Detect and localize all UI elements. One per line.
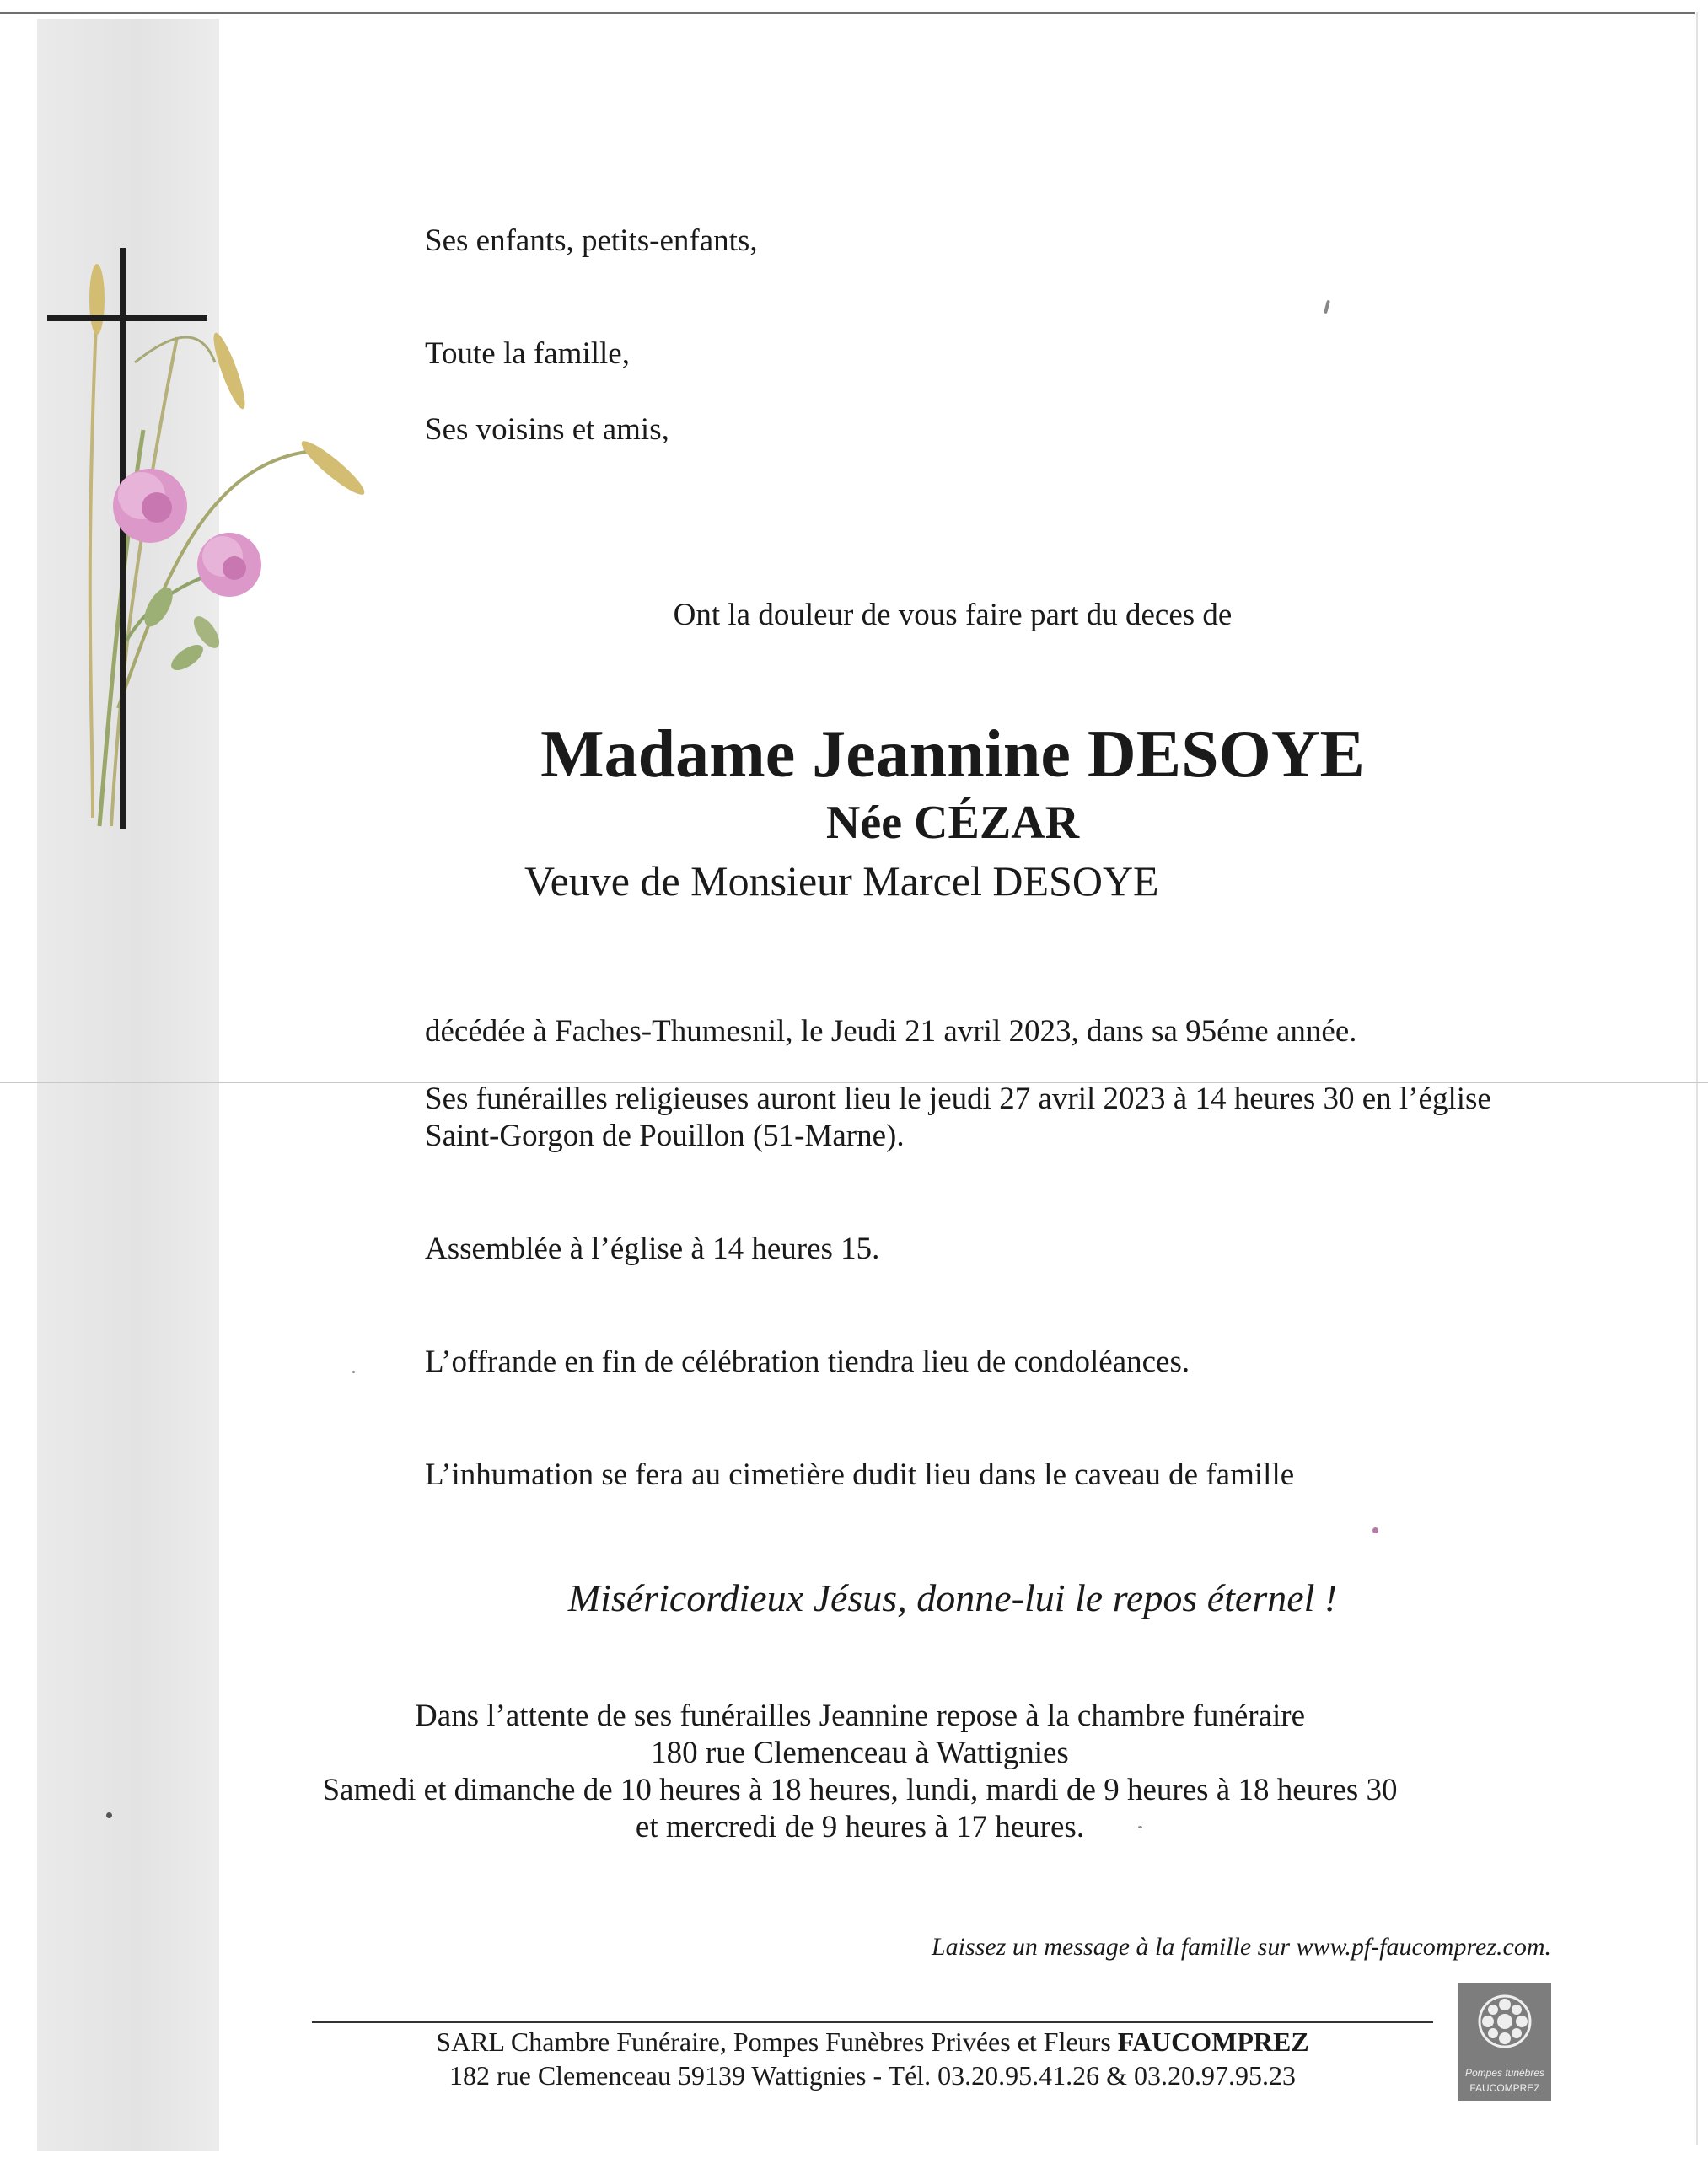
- website-message: Laissez un message à la famille sur www.pf-faucomprez.com.: [932, 1933, 1551, 1961]
- scan-speck: [1324, 300, 1330, 314]
- company-name: [337, 2025, 1408, 2059]
- scan-speck: [1138, 1826, 1142, 1828]
- intro-children: Ses enfants, petits-enfants,: [425, 223, 758, 258]
- intro-family: Toute la famille,: [425, 336, 630, 371]
- death-details: décédée à Faches-Thumesnil, le Jeudi 21 avril 2023, dans sa 95éme année.: [425, 1014, 1357, 1049]
- scan-speck: [106, 1812, 112, 1818]
- offering-note: L’offrande en fin de célébration tiendra lieu de condoléances.: [425, 1345, 1190, 1379]
- flower-emblem-icon: [1458, 1983, 1551, 2059]
- logo-tagline: Pompes funèbres: [1464, 2067, 1545, 2079]
- assembly-time: Assemblée à l’église à 14 heures 15.: [425, 1232, 880, 1266]
- visiting-hours-line1: Samedi et dimanche de 10 heures à 18 heures, lundi, mardi de 9 heures à 18 heures 30: [322, 1773, 1398, 1807]
- company-address: 182 rue Clemenceau 59139 Wattignies - Tél. 03.20.95.41.26 & 03.20.97.95.23: [448, 2060, 1297, 2091]
- funeral-details-line1: Ses funérailles religieuses auront lieu le jeudi 27 avril 2023 à 14 heures 30 en l’église: [425, 1082, 1491, 1116]
- intro-neighbours: Ses voisins et amis,: [425, 412, 669, 447]
- logo-brand: FAUCOMPREZ: [1469, 2082, 1540, 2094]
- deceased-name: Madame Jeannine DESOYE: [540, 717, 1365, 792]
- funeral-details-line2: Saint-Gorgon de Pouillon (51-Marne).: [425, 1119, 905, 1153]
- company-prefix: SARL Chambre Funéraire, Pompes Funèbres Privées et Fleurs: [436, 2026, 1111, 2057]
- cross-with-roses-illustration: [34, 236, 379, 843]
- visiting-hours-line2: et mercredi de 9 heures à 17 heures.: [635, 1810, 1085, 1844]
- visiting-line1: Dans l’attente de ses funérailles Jeannine repose à la chambre funéraire: [414, 1699, 1306, 1733]
- announcement-text: Ont la douleur de vous faire part du deces de: [673, 598, 1233, 632]
- burial-note: L’inhumation se fera au cimetière dudit lieu dans le caveau de famille: [425, 1457, 1295, 1492]
- prayer-line: Miséricordieux Jésus, donne-lui le repos éternel !: [567, 1576, 1338, 1619]
- faucomprez-logo: [1458, 1983, 1551, 2101]
- widow-of: Veuve de Monsieur Marcel DESOYE: [524, 857, 1159, 905]
- maiden-name: Née CÉZAR: [825, 797, 1080, 849]
- footer-separator: [312, 2021, 1433, 2023]
- right-border: [1696, 12, 1698, 2145]
- scan-speck: [1372, 1527, 1378, 1533]
- visiting-address: 180 rue Clemenceau à Wattignies: [651, 1736, 1069, 1770]
- top-border: [0, 12, 1695, 14]
- company-brand: FAUCOMPREZ: [1117, 2026, 1309, 2057]
- scan-speck: [352, 1371, 355, 1373]
